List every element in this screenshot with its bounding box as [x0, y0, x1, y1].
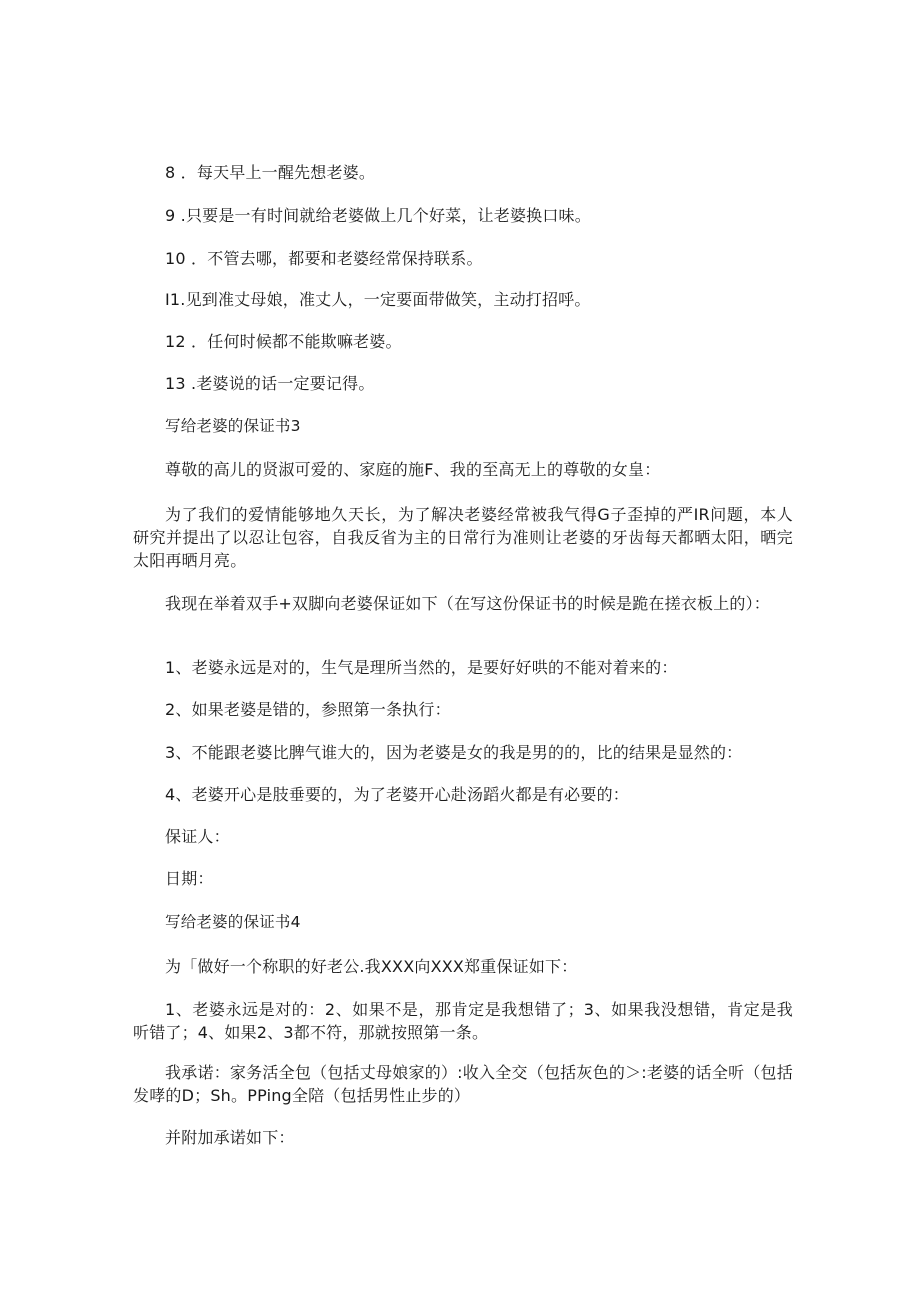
- section-4-heading: 写给老婆的保证书4: [165, 913, 301, 931]
- intro-paragraph: 为了我们的爱情能够地久天长，为了解决老婆经常被我气得G子歪掉的严IR问题，本人研究并提出了以忍让包容，自我反省为主的日常行为准则让老婆的牙齿每天都晒太阳，晒完太阳再晒月亮。: [133, 505, 793, 570]
- date-label: 日期：: [165, 869, 214, 888]
- list-item-12: 12 ．任何时候都不能欺嘛老婆。: [165, 332, 402, 351]
- section-3-heading: 写给老婆的保证书3: [165, 417, 301, 435]
- section-4-opening: 为「做好一个称职的好老公.我XXX向XXX郑重保证如下：: [165, 957, 578, 976]
- list-item-13: 13 .老婆说的话一定要记得。: [165, 374, 375, 393]
- addendum-label: 并附加承诺如下：: [165, 1128, 295, 1147]
- rule-1: 1、老婆永远是对的，生气是理所当然的，是要好好哄的不能对着来的：: [165, 658, 678, 677]
- clauses-paragraph: 1、老婆永远是对的：2、如果不是，那肯定是我想错了；3、如果我没想错，肯定是我听错了；4、如果2、3都不符，那就按照第一条。: [133, 1000, 793, 1042]
- list-item-10: 10 ．不管去哪，都要和老婆经常保持联系。: [165, 249, 483, 268]
- list-item-11: I1.见到准丈母娘，准丈人，一定要面带做笑，主动打招呼。: [165, 290, 591, 309]
- rule-4: 4、老婆开心是肢垂要的，为了老婆开心赴汤蹈火都是有必要的：: [165, 785, 629, 804]
- promise-paragraph: 我承诺：家务活全包（包括丈母娘家的）:收入全交（包括灰色的＞:老婆的话全听（包括发哮的D；Sh。PPing全陪（包括男性止步的）: [133, 1063, 793, 1105]
- pledge-intro-paragraph: 我现在举着双手+双脚向老婆保证如下（在写这份保证书的时候是跪在搓衣板上的）：: [165, 594, 771, 613]
- list-item-9: 9 .只要是一有时间就给老婆做上几个好菜，让老婆换口味。: [165, 206, 591, 225]
- list-item-8: 8 ．每天早上一醒先想老婆。: [165, 163, 376, 182]
- rule-2: 2、如果老婆是错的，参照第一条执行：: [165, 700, 451, 719]
- rule-3: 3、不能跟老婆比脾气谁大的，因为老婆是女的我是男的的，比的结果是显然的：: [165, 743, 743, 762]
- guarantor-label: 保证人：: [165, 827, 230, 846]
- salutation: 尊敬的高儿的贤淑可爱的、家庭的施F、我的至高无上的尊敬的女皇：: [165, 460, 661, 479]
